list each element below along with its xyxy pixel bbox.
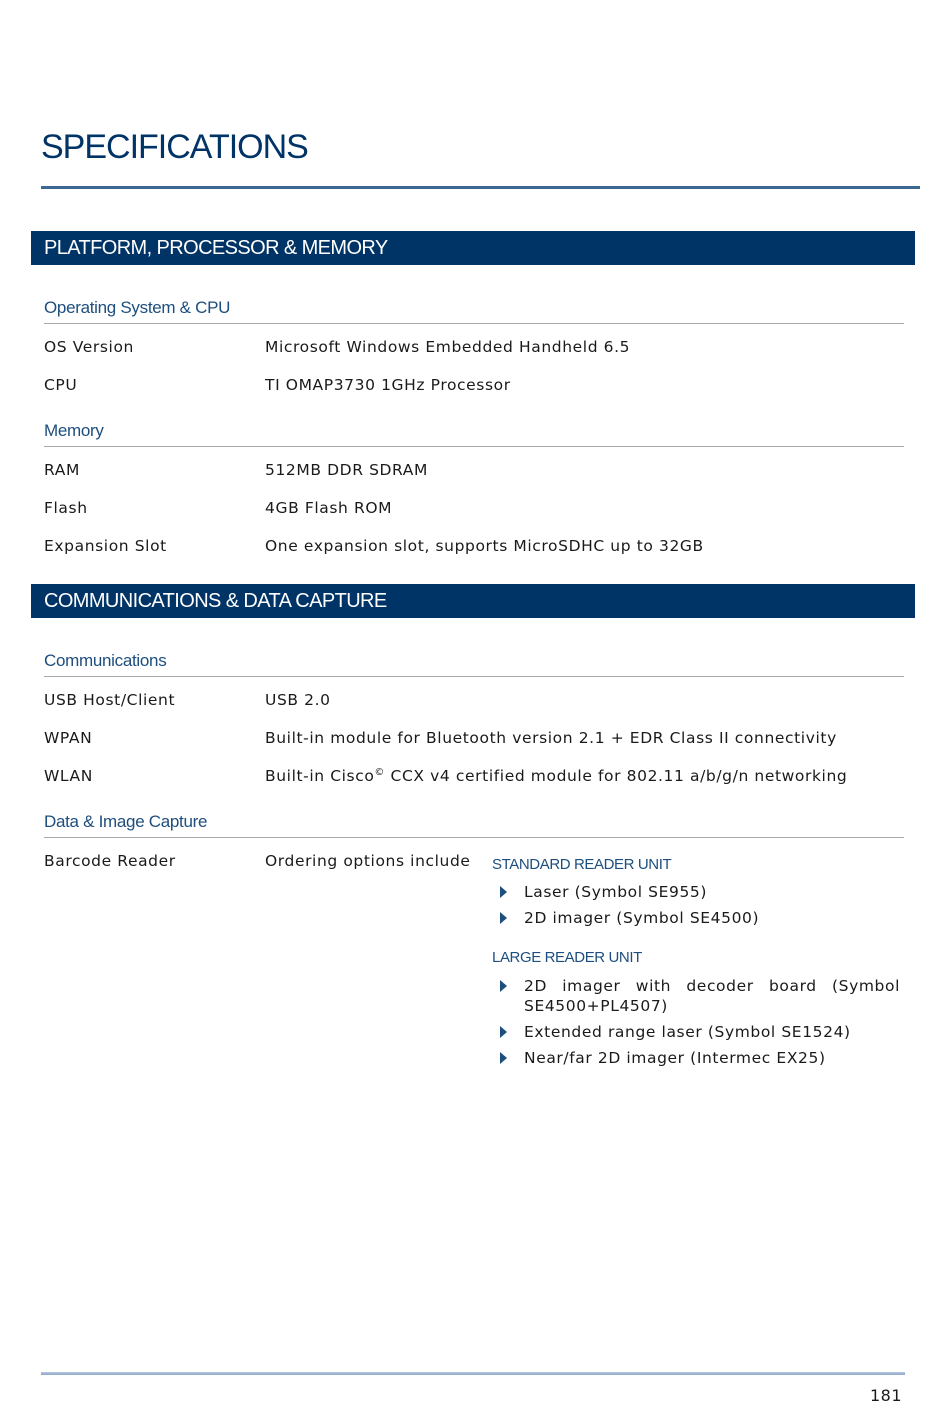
spec-label-barcode-reader: Barcode Reader [44,852,176,870]
spec-value-cpu: TI OMAP3730 1GHz Processor [265,376,511,394]
spec-value-expansion-slot: One expansion slot, supports MicroSDHC up to 32GB [265,537,704,555]
triangle-bullet-icon [500,886,507,898]
list-item: Near/far 2D imager (Intermec EX25) [500,1048,900,1068]
triangle-bullet-icon [500,1052,507,1064]
spec-label-flash: Flash [44,499,88,517]
spec-value-os-version: Microsoft Windows Embedded Handheld 6.5 [265,338,631,356]
copyright-symbol: © [374,767,386,778]
title-divider [41,186,920,189]
list-item: 2D imager with decoder board (Symbol SE4500+PL4507) [500,976,900,1016]
spec-value-usb: USB 2.0 [265,691,331,709]
wlan-value-post: CCX v4 certified module for 802.11 a/b/g/n networking [385,767,848,786]
footer-divider [41,1372,905,1375]
large-reader-heading: LARGE READER UNIT [492,949,642,966]
spec-value-wlan [265,767,847,785]
spec-label-usb: USB Host/Client [44,691,176,709]
subheading-communications: Communications [44,651,904,677]
triangle-bullet-icon [500,1026,507,1038]
list-item: Laser (Symbol SE955) [500,882,900,902]
triangle-bullet-icon [500,980,507,992]
spec-label-os-version: OS Version [44,338,134,356]
page-number: 181 [869,1386,902,1405]
wlan-value-pre: Built-in Cisco [265,767,375,786]
spec-label-expansion-slot: Expansion Slot [44,537,167,555]
spec-value-barcode-reader: Ordering options include [265,852,471,870]
spec-value-flash: 4GB Flash ROM [265,499,393,517]
spec-label-wpan: WPAN [44,729,93,747]
subheading-os-cpu: Operating System & CPU [44,298,904,324]
subheading-memory: Memory [44,421,904,447]
list-item: 2D imager (Symbol SE4500) [500,908,900,928]
spec-value-ram: 512MB DDR SDRAM [265,461,428,479]
triangle-bullet-icon [500,912,507,924]
subheading-data-capture: Data & Image Capture [44,812,904,838]
page-title: SPECIFICATIONS [41,128,308,166]
standard-reader-heading: STANDARD READER UNIT [492,856,672,873]
spec-label-cpu: CPU [44,376,78,394]
spec-value-wpan: Built-in module for Bluetooth version 2.1 + EDR Class II connectivity [265,729,837,747]
section-header-platform: PLATFORM, PROCESSOR & MEMORY [31,231,915,265]
section-header-communications: COMMUNICATIONS & DATA CAPTURE [31,584,915,618]
spec-label-wlan: WLAN [44,767,93,785]
list-item: Extended range laser (Symbol SE1524) [500,1022,900,1042]
spec-label-ram: RAM [44,461,80,479]
